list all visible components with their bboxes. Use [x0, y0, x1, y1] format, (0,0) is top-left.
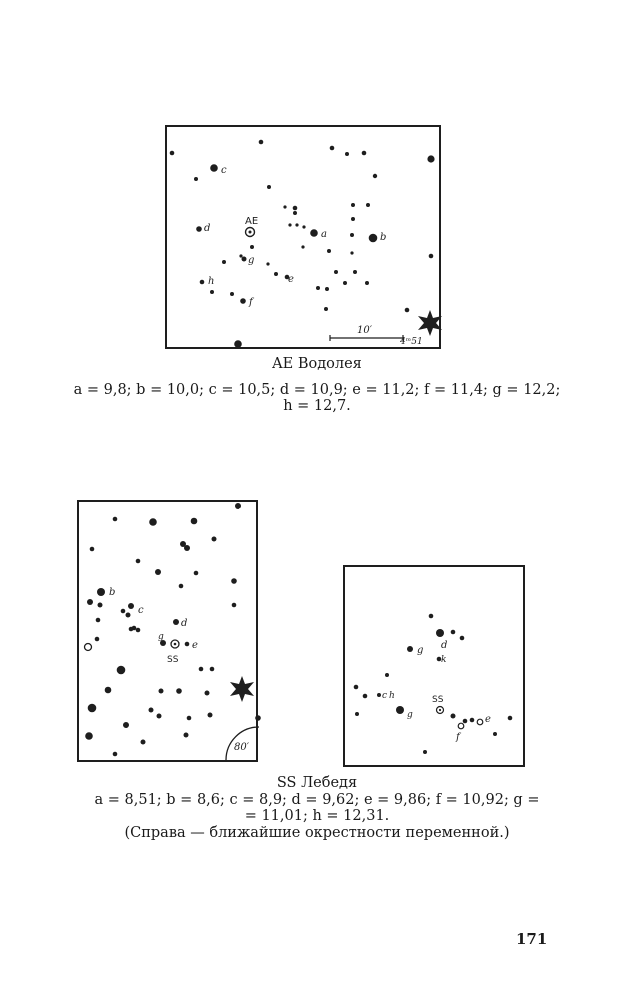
- star-label-e: e: [485, 714, 491, 725]
- star-label-g: g: [417, 645, 424, 656]
- star: [259, 140, 264, 145]
- star: [373, 174, 377, 178]
- star: [194, 177, 198, 181]
- star-d: [173, 619, 179, 625]
- star-label-f: f: [249, 297, 253, 308]
- star: [170, 151, 175, 156]
- star: [210, 290, 214, 294]
- star-c: [377, 693, 381, 697]
- star: [184, 545, 190, 551]
- star-chart-ss-wide-canvas: [79, 502, 260, 764]
- star: [405, 308, 410, 313]
- star: [85, 732, 93, 740]
- star: [95, 637, 100, 642]
- star: [429, 614, 434, 619]
- star: [451, 714, 456, 719]
- star: [470, 718, 475, 723]
- star: [191, 518, 198, 525]
- star: [508, 716, 513, 721]
- star: [250, 245, 254, 249]
- star: [293, 206, 298, 211]
- caption-title-ss: SS Лебедя: [276, 775, 358, 791]
- star: [427, 155, 434, 162]
- star-label-b: b: [109, 587, 116, 598]
- star: [239, 254, 242, 257]
- star: [385, 673, 389, 677]
- star: [351, 217, 355, 221]
- scale-label: 80′: [234, 742, 249, 753]
- star: [429, 254, 434, 259]
- star-label-d: d: [181, 618, 188, 629]
- star: [96, 618, 101, 623]
- star: [113, 517, 118, 522]
- page-number: 171: [516, 930, 548, 948]
- star: [117, 666, 126, 675]
- star-hollow: [85, 644, 92, 651]
- star-label-c: c: [382, 691, 388, 701]
- star: [355, 712, 359, 716]
- star: [293, 211, 297, 215]
- caption-magnitudes-ss-line2: = 11,01; h = 12,31.: [244, 808, 390, 824]
- star: [184, 733, 189, 738]
- star: [159, 689, 164, 694]
- star: [136, 628, 141, 633]
- star-chart-ss-cygni-wide: [77, 500, 258, 762]
- star-chart-ae-canvas: [167, 127, 443, 351]
- star-label-d: d: [204, 223, 211, 234]
- caption-magnitudes-ae-line1: a = 9,8; b = 10,0; c = 10,5; d = 10,9; e = 11,2; f = 11,4; g = 12,2;: [73, 382, 561, 398]
- star: [234, 340, 242, 348]
- star: [222, 260, 226, 264]
- star: [123, 722, 129, 728]
- caption-magnitudes-ss-line1: a = 8,51; b = 8,6; c = 8,9; d = 9,62; e = 9,86; f = 10,92; g =: [94, 792, 540, 808]
- star-label-c: c: [138, 605, 144, 616]
- star-label-d: d: [441, 640, 448, 651]
- star: [345, 152, 349, 156]
- star-label-g: g: [248, 255, 255, 266]
- star: [362, 151, 367, 156]
- star-g: [242, 257, 247, 262]
- star: [232, 603, 237, 608]
- star: [463, 719, 468, 724]
- star: [334, 270, 338, 274]
- star: [230, 292, 234, 296]
- star: [363, 694, 368, 699]
- caption-magnitudes-ae-line2: h = 12,7.: [283, 398, 351, 414]
- star: [301, 245, 304, 248]
- star: [179, 584, 184, 589]
- star: [187, 716, 192, 721]
- direction-star-icon: [418, 310, 442, 336]
- star: [239, 508, 241, 510]
- star: [113, 752, 118, 757]
- star-e: [185, 642, 190, 647]
- caption-title-ae: AE Водолея: [272, 356, 362, 372]
- star-f: [240, 298, 246, 304]
- star: [493, 732, 497, 736]
- star: [325, 287, 329, 291]
- star-b: [369, 234, 378, 243]
- star-label-e: e: [192, 640, 198, 651]
- star: [351, 203, 355, 207]
- star: [98, 603, 103, 608]
- star: [126, 613, 131, 618]
- star-label-g2: g: [407, 710, 413, 720]
- star: [176, 688, 182, 694]
- variable-marker-ae: [246, 228, 255, 237]
- star: [350, 251, 353, 254]
- star-c: [210, 164, 218, 172]
- variable-marker-ss-wide: [171, 640, 179, 648]
- star-label-f: f: [456, 732, 460, 743]
- star-label-b: b: [380, 232, 387, 243]
- star-g: [407, 646, 413, 652]
- star: [288, 223, 291, 226]
- variable-label: SS: [432, 695, 444, 705]
- star-chart-ae-aquarii: [165, 125, 441, 349]
- star: [208, 713, 213, 718]
- star-h: [200, 280, 205, 285]
- star: [136, 559, 141, 564]
- star: [423, 750, 427, 754]
- star: [87, 599, 93, 605]
- star: [212, 537, 217, 542]
- star-f: [458, 723, 464, 729]
- star-label-c: c: [221, 165, 227, 176]
- star: [105, 687, 112, 694]
- star-d: [436, 629, 444, 637]
- star: [330, 146, 335, 151]
- star: [199, 667, 204, 672]
- star: [460, 636, 465, 641]
- star: [316, 286, 320, 290]
- star-label-e: e: [288, 274, 294, 285]
- star-label-k: k: [441, 655, 447, 665]
- star: [194, 571, 199, 576]
- star: [365, 281, 369, 285]
- star: [324, 307, 328, 311]
- star: [327, 249, 331, 253]
- star-chart-ss-cygni-closeup: [343, 565, 525, 767]
- variable-label: SS: [167, 655, 179, 665]
- star: [141, 740, 146, 745]
- star: [267, 185, 271, 189]
- direction-star-icon: [230, 676, 254, 702]
- star-c: [128, 603, 134, 609]
- star: [129, 627, 134, 632]
- scale-label: 10′: [357, 325, 372, 336]
- caption-note-ss: (Справа — ближайшие окрестности переменной.): [124, 825, 510, 841]
- star: [274, 272, 278, 276]
- star: [121, 609, 126, 614]
- star: [255, 715, 261, 721]
- star: [295, 223, 298, 226]
- star-label-h: h: [389, 691, 395, 701]
- star: [90, 547, 95, 552]
- star: [302, 225, 305, 228]
- star-label-h: h: [208, 276, 215, 287]
- star-b: [97, 588, 105, 596]
- star-d: [196, 226, 202, 232]
- star-e: [477, 719, 483, 725]
- star: [353, 270, 357, 274]
- star: [88, 704, 97, 713]
- star: [149, 518, 157, 526]
- star: [283, 205, 286, 208]
- star: [149, 708, 154, 713]
- star: [210, 667, 215, 672]
- star-label-a: a: [321, 229, 327, 240]
- star-chart-ss-closeup-canvas: [345, 567, 527, 769]
- star-a: [310, 229, 318, 237]
- star: [266, 262, 269, 265]
- star: [231, 578, 237, 584]
- star: [155, 569, 161, 575]
- star: [396, 706, 404, 714]
- star: [350, 233, 354, 237]
- time-label: 4ᵐ51: [400, 337, 423, 347]
- star: [157, 714, 162, 719]
- star: [366, 203, 370, 207]
- star: [354, 685, 359, 690]
- star: [205, 691, 210, 696]
- variable-label: AE: [245, 216, 259, 227]
- star: [451, 630, 456, 635]
- variable-marker-ss-closeup: [437, 707, 444, 714]
- star: [343, 281, 347, 285]
- star-label-g: g: [158, 632, 164, 642]
